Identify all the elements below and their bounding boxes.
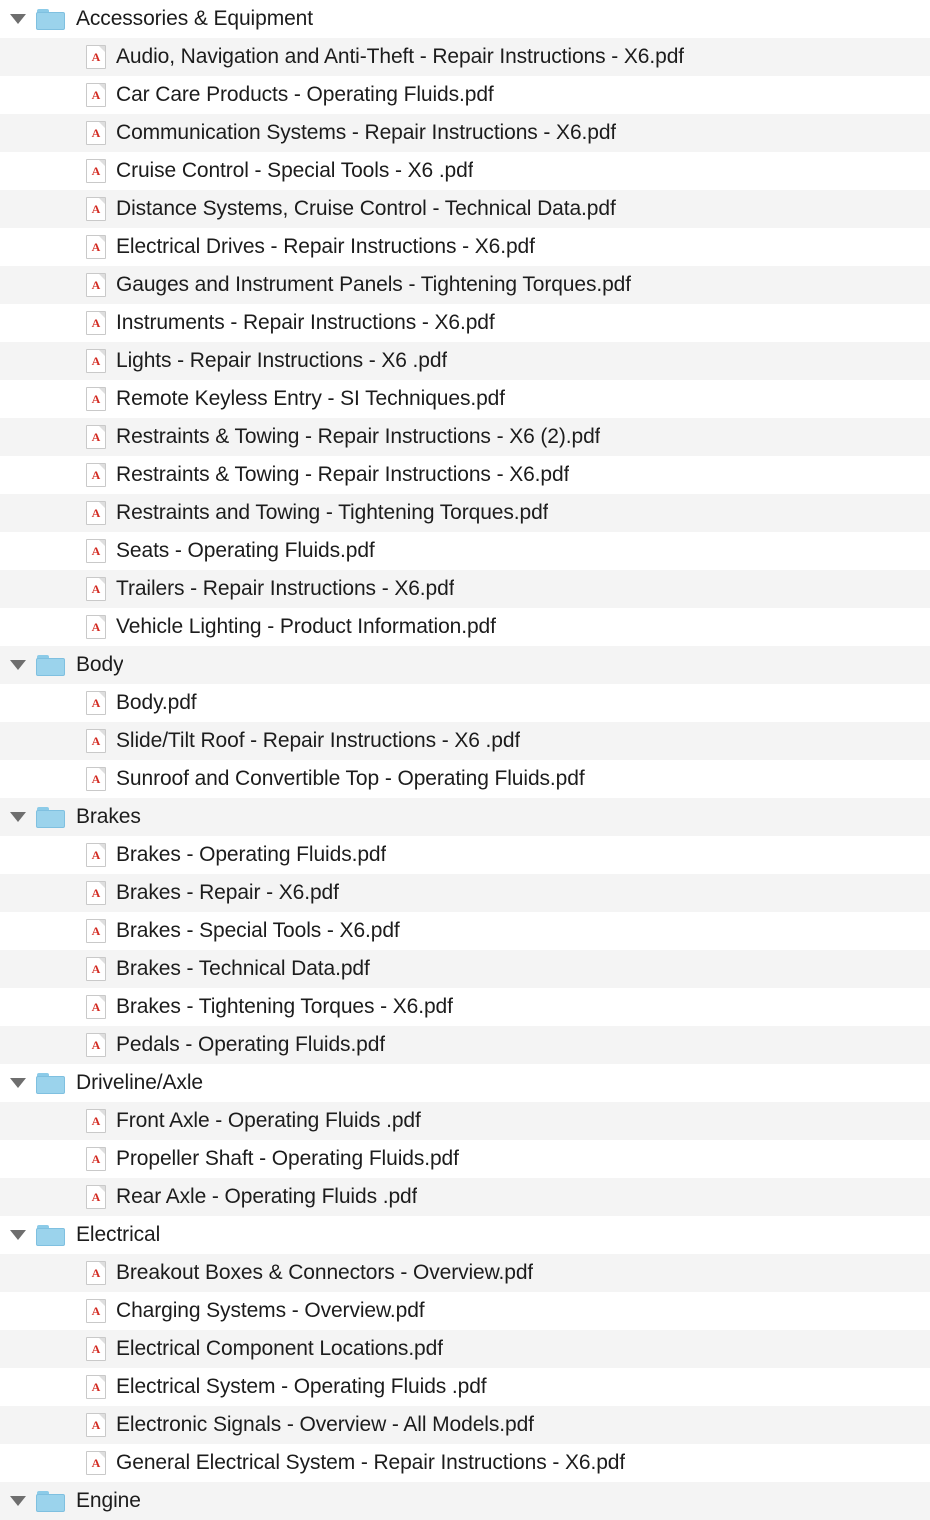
pdf-file-icon: A [86,311,106,335]
file-label: Body.pdf [116,691,197,714]
chevron-down-icon[interactable] [0,1078,36,1088]
pdf-file-icon: A [86,197,106,221]
tree-row-file[interactable] [0,76,930,114]
pdf-file-icon: A [86,83,106,107]
pdf-file-icon: A [86,1299,106,1323]
tree-row-file[interactable] [0,950,930,988]
tree-row-file[interactable] [0,456,930,494]
pdf-file-icon: A [86,121,106,145]
tree-row-file[interactable] [0,608,930,646]
pdf-file-icon: A [86,1147,106,1171]
pdf-file-icon: A [86,577,106,601]
pdf-file-icon: A [86,273,106,297]
tree-row-file[interactable] [0,1406,930,1444]
folder-label: Engine [76,1489,141,1512]
pdf-file-icon: A [86,615,106,639]
pdf-file-icon: A [86,1413,106,1437]
tree-row-file[interactable] [0,988,930,1026]
pdf-file-icon: A [86,919,106,943]
tree-row-file[interactable] [0,228,930,266]
tree-row-file[interactable] [0,532,930,570]
tree-row-file[interactable] [0,836,930,874]
chevron-down-icon[interactable] [0,14,36,24]
file-label: Restraints & Towing - Repair Instructions - X6.pdf [116,463,570,486]
folder-label: Body [76,653,124,676]
file-label: Communication Systems - Repair Instructions - X6.pdf [116,121,617,144]
tree-row-file[interactable] [0,1444,930,1482]
file-label: Distance Systems, Cruise Control - Technical Data.pdf [116,197,616,220]
pdf-file-icon: A [86,463,106,487]
tree-row-folder[interactable] [0,798,930,836]
pdf-file-icon: A [86,425,106,449]
file-label: Sunroof and Convertible Top - Operating Fluids.pdf [116,767,585,790]
chevron-down-icon[interactable] [0,812,36,822]
pdf-file-icon: A [86,957,106,981]
file-label: Audio, Navigation and Anti-Theft - Repair Instructions - X6.pdf [116,45,685,68]
folder-icon [36,654,66,676]
pdf-file-icon: A [86,1375,106,1399]
chevron-down-icon[interactable] [0,1496,36,1506]
pdf-file-icon: A [86,45,106,69]
tree-row-folder[interactable] [0,0,930,38]
file-label: Instruments - Repair Instructions - X6.pdf [116,311,495,334]
tree-row-file[interactable] [0,304,930,342]
pdf-file-icon: A [86,1261,106,1285]
tree-row-folder[interactable] [0,1064,930,1102]
tree-row-file[interactable] [0,684,930,722]
tree-row-file[interactable] [0,874,930,912]
tree-row-folder[interactable] [0,646,930,684]
tree-row-folder[interactable] [0,1482,930,1520]
folder-label: Brakes [76,805,141,828]
pdf-file-icon: A [86,843,106,867]
tree-row-file[interactable] [0,570,930,608]
tree-row-file[interactable] [0,418,930,456]
tree-row-file[interactable] [0,1368,930,1406]
file-label: Lights - Repair Instructions - X6 .pdf [116,349,448,372]
tree-row-file[interactable] [0,342,930,380]
file-label: Gauges and Instrument Panels - Tightening Torques.pdf [116,273,631,296]
file-label: Electrical Component Locations.pdf [116,1337,443,1360]
pdf-file-icon: A [86,1109,106,1133]
tree-row-file[interactable] [0,380,930,418]
folder-label: Driveline/Axle [76,1071,203,1094]
file-label: Front Axle - Operating Fluids .pdf [116,1109,421,1132]
folder-icon [36,8,66,30]
folder-label: Accessories & Equipment [76,7,313,30]
tree-row-file[interactable] [0,1292,930,1330]
pdf-file-icon: A [86,729,106,753]
folder-label: Electrical [76,1223,161,1246]
tree-row-file[interactable] [0,152,930,190]
pdf-file-icon: A [86,767,106,791]
tree-row-file[interactable] [0,190,930,228]
pdf-file-icon: A [86,159,106,183]
tree-row-file[interactable] [0,1254,930,1292]
tree-row-file[interactable] [0,1026,930,1064]
file-label: Propeller Shaft - Operating Fluids.pdf [116,1147,459,1170]
pdf-file-icon: A [86,1185,106,1209]
file-label: Restraints and Towing - Tightening Torques.pdf [116,501,549,524]
pdf-file-icon: A [86,1337,106,1361]
pdf-file-icon: A [86,691,106,715]
pdf-file-icon: A [86,1033,106,1057]
tree-row-file[interactable] [0,1102,930,1140]
file-label: Trailers - Repair Instructions - X6.pdf [116,577,455,600]
pdf-file-icon: A [86,1451,106,1475]
tree-row-file[interactable] [0,1330,930,1368]
file-label: Vehicle Lighting - Product Information.pdf [116,615,496,638]
tree-row-file[interactable] [0,114,930,152]
file-label: Brakes - Tightening Torques - X6.pdf [116,995,453,1018]
file-label: Electronic Signals - Overview - All Models.pdf [116,1413,534,1436]
folder-icon [36,1072,66,1094]
pdf-file-icon: A [86,995,106,1019]
pdf-file-icon: A [86,235,106,259]
tree-row-file[interactable] [0,760,930,798]
folder-icon [36,1224,66,1246]
file-label: Restraints & Towing - Repair Instructions - X6 (2).pdf [116,425,601,448]
tree-row-file[interactable] [0,1140,930,1178]
pdf-file-icon: A [86,387,106,411]
chevron-down-icon[interactable] [0,660,36,670]
tree-row-file[interactable] [0,494,930,532]
file-label: General Electrical System - Repair Instructions - X6.pdf [116,1451,626,1474]
folder-icon [36,1490,66,1512]
pdf-file-icon: A [86,881,106,905]
file-label: Seats - Operating Fluids.pdf [116,539,375,562]
file-label: Electrical Drives - Repair Instructions - X6.pdf [116,235,535,258]
file-label: Electrical System - Operating Fluids .pdf [116,1375,487,1398]
tree-row-file[interactable] [0,1178,930,1216]
file-label: Slide/Tilt Roof - Repair Instructions - X6 .pdf [116,729,521,752]
file-label: Brakes - Operating Fluids.pdf [116,843,387,866]
file-label: Car Care Products - Operating Fluids.pdf [116,83,494,106]
file-label: Brakes - Repair - X6.pdf [116,881,339,904]
folder-icon [36,806,66,828]
file-label: Pedals - Operating Fluids.pdf [116,1033,386,1056]
tree-row-file[interactable] [0,722,930,760]
tree-row-file[interactable] [0,912,930,950]
chevron-down-icon[interactable] [0,1230,36,1240]
file-label: Breakout Boxes & Connectors - Overview.pdf [116,1261,534,1284]
file-label: Rear Axle - Operating Fluids .pdf [116,1185,418,1208]
file-label: Charging Systems - Overview.pdf [116,1299,425,1322]
pdf-file-icon: A [86,349,106,373]
tree-row-file[interactable] [0,38,930,76]
file-label: Brakes - Special Tools - X6.pdf [116,919,400,942]
file-label: Brakes - Technical Data.pdf [116,957,370,980]
file-label: Cruise Control - Special Tools - X6 .pdf [116,159,474,182]
pdf-file-icon: A [86,501,106,525]
tree-row-file[interactable] [0,266,930,304]
file-label: Remote Keyless Entry - SI Techniques.pdf [116,387,505,410]
tree-row-folder[interactable] [0,1216,930,1254]
pdf-file-icon: A [86,539,106,563]
